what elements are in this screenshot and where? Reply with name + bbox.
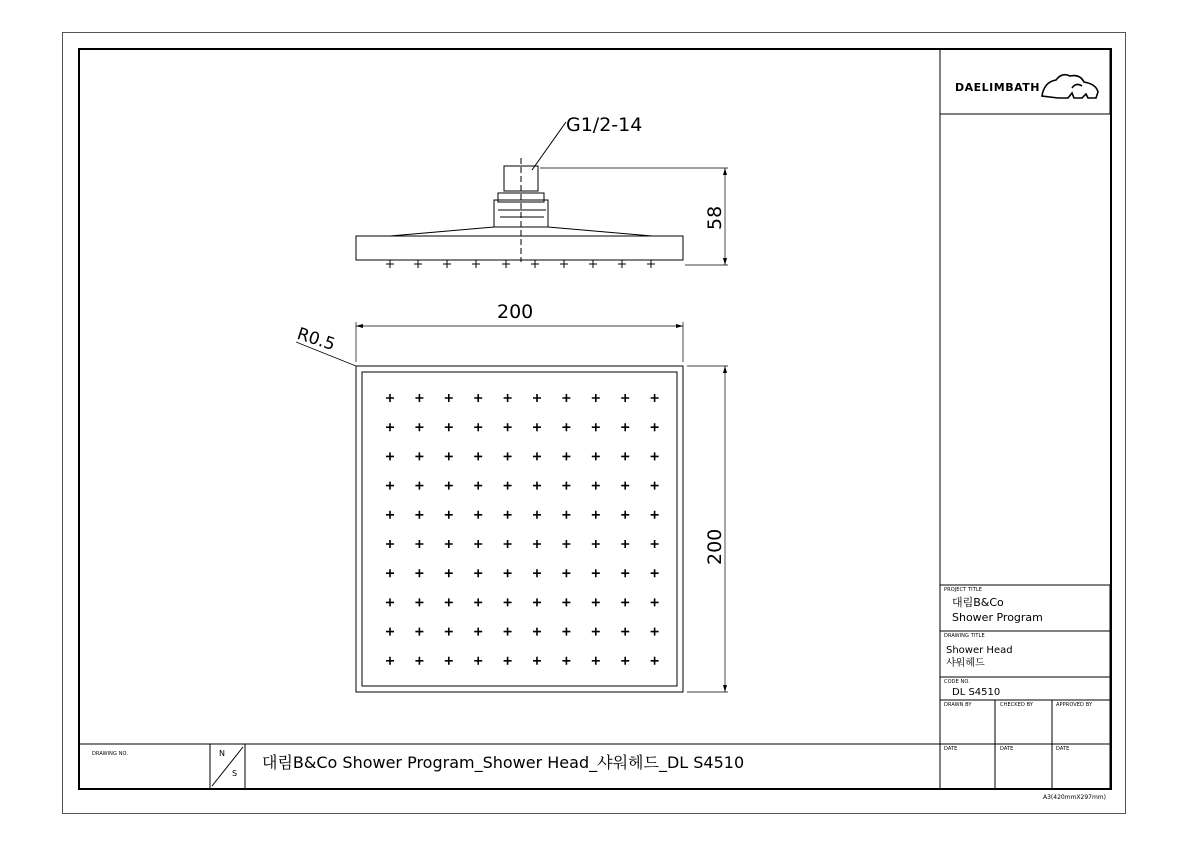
nozzle <box>504 540 512 548</box>
nozzle <box>386 628 394 636</box>
nozzle <box>445 657 453 665</box>
polar-bear-logo-icon <box>1042 75 1098 98</box>
drawn-by-label: DRAWN BY <box>944 702 972 708</box>
nozzle <box>415 394 423 402</box>
nozzle <box>533 540 541 548</box>
code-no-label: CODE NO. <box>944 679 970 685</box>
nozzle <box>474 452 482 460</box>
nozzle <box>415 423 423 431</box>
date-label-1: DATE <box>944 746 958 752</box>
code-no-value: DL S4510 <box>952 687 1001 698</box>
radius-label: R0.5 <box>294 324 338 356</box>
nozzle <box>504 511 512 519</box>
date-label-3: DATE <box>1056 746 1070 752</box>
nozzle <box>621 482 629 490</box>
nozzle <box>386 511 394 519</box>
nozzle <box>504 452 512 460</box>
scale-top: N <box>219 749 225 758</box>
nozzle <box>621 423 629 431</box>
nozzle <box>592 482 600 490</box>
nozzle <box>445 482 453 490</box>
nozzle <box>592 423 600 431</box>
nozzle <box>474 628 482 636</box>
head-plate-outer <box>356 366 683 692</box>
nozzle <box>445 540 453 548</box>
nozzle <box>504 423 512 431</box>
company-logo: DAELIMBATH <box>955 81 1040 94</box>
drawing-no-label: DRAWING NO. <box>92 751 129 757</box>
depth-dimension: 200 <box>704 528 726 565</box>
nozzle <box>592 569 600 577</box>
nozzle <box>386 482 394 490</box>
project-title-line1: 대림B&Co <box>952 596 1004 609</box>
nozzle <box>504 394 512 402</box>
nozzle <box>504 628 512 636</box>
nozzle <box>415 511 423 519</box>
nozzle <box>651 423 659 431</box>
project-title-label: PROJECT TITLE <box>944 587 983 593</box>
thread-leader <box>532 122 566 170</box>
nozzle <box>504 482 512 490</box>
nozzle <box>474 482 482 490</box>
nozzle <box>562 628 570 636</box>
dim-arrows <box>356 168 727 692</box>
nozzle <box>386 598 394 606</box>
nozzle <box>445 598 453 606</box>
nozzle <box>386 569 394 577</box>
date-label-2: DATE <box>1000 746 1014 752</box>
nozzle <box>651 394 659 402</box>
nozzle <box>533 598 541 606</box>
nozzle <box>445 423 453 431</box>
nozzle <box>562 511 570 519</box>
width-dimension: 200 <box>497 301 534 323</box>
nozzle <box>592 628 600 636</box>
nozzle <box>592 598 600 606</box>
nozzle <box>533 394 541 402</box>
nozzle <box>415 657 423 665</box>
nozzle <box>592 394 600 402</box>
nozzle <box>445 569 453 577</box>
nozzle <box>562 540 570 548</box>
nozzle <box>651 569 659 577</box>
height-dimension: 58 <box>704 205 726 230</box>
nozzle <box>651 452 659 460</box>
drawing-title-line1: Shower Head <box>946 645 1013 656</box>
nozzle <box>415 569 423 577</box>
nozzle <box>562 657 570 665</box>
drawing-title-line2: 샤워헤드 <box>946 658 985 669</box>
nozzle <box>533 657 541 665</box>
nozzle <box>621 394 629 402</box>
nozzle <box>445 452 453 460</box>
nozzle <box>621 598 629 606</box>
nozzle <box>386 452 394 460</box>
nozzle <box>386 423 394 431</box>
nozzle <box>621 452 629 460</box>
head-plate-inner <box>362 372 677 686</box>
project-title-line2: Shower Program <box>952 611 1043 624</box>
nozzle <box>445 394 453 402</box>
nozzle <box>474 423 482 431</box>
nozzle <box>415 482 423 490</box>
thread-label: G1/2-14 <box>566 114 643 136</box>
drawing-title-label: DRAWING TITLE <box>944 633 985 639</box>
nozzle <box>621 628 629 636</box>
head-plate-side <box>356 236 683 260</box>
drawing-full-title: 대림B&Co Shower Program_Shower Head_샤워헤드_DL S4510 <box>262 753 745 772</box>
nozzle <box>592 452 600 460</box>
nozzle <box>386 657 394 665</box>
nozzle <box>415 540 423 548</box>
nozzle <box>621 540 629 548</box>
nozzle <box>445 628 453 636</box>
nozzle <box>504 569 512 577</box>
nozzle <box>592 540 600 548</box>
nozzle <box>415 598 423 606</box>
nozzle <box>621 657 629 665</box>
nozzle-grid <box>386 394 659 665</box>
nozzle <box>445 511 453 519</box>
nozzle <box>474 657 482 665</box>
nozzle <box>415 628 423 636</box>
checked-by-label: CHECKED BY <box>1000 702 1033 708</box>
nozzle <box>415 452 423 460</box>
nozzle <box>474 394 482 402</box>
nozzle <box>533 423 541 431</box>
nozzle <box>651 482 659 490</box>
nozzle <box>533 482 541 490</box>
nozzle <box>651 511 659 519</box>
scale-slash <box>212 747 243 786</box>
nozzle <box>386 394 394 402</box>
nozzle <box>533 569 541 577</box>
nozzle <box>562 423 570 431</box>
nozzle <box>533 628 541 636</box>
nozzle <box>474 540 482 548</box>
nozzle <box>386 540 394 548</box>
nozzle <box>504 598 512 606</box>
nozzle <box>504 657 512 665</box>
nozzle <box>562 598 570 606</box>
nozzle <box>592 511 600 519</box>
nozzle <box>533 452 541 460</box>
nozzle <box>562 482 570 490</box>
nozzle <box>474 598 482 606</box>
nozzle <box>474 511 482 519</box>
nozzle <box>562 394 570 402</box>
scale-bottom: S <box>232 769 238 778</box>
nozzle <box>651 628 659 636</box>
nozzle <box>474 569 482 577</box>
nozzle <box>621 511 629 519</box>
nozzle <box>651 598 659 606</box>
nozzle <box>592 657 600 665</box>
nozzle <box>621 569 629 577</box>
nozzle <box>651 540 659 548</box>
nozzle <box>562 452 570 460</box>
approved-by-label: APPROVED BY <box>1056 702 1093 708</box>
nozzle <box>562 569 570 577</box>
paper-size-label: A3(420mmX297mm) <box>1043 794 1106 801</box>
nozzle <box>651 657 659 665</box>
nozzle <box>533 511 541 519</box>
